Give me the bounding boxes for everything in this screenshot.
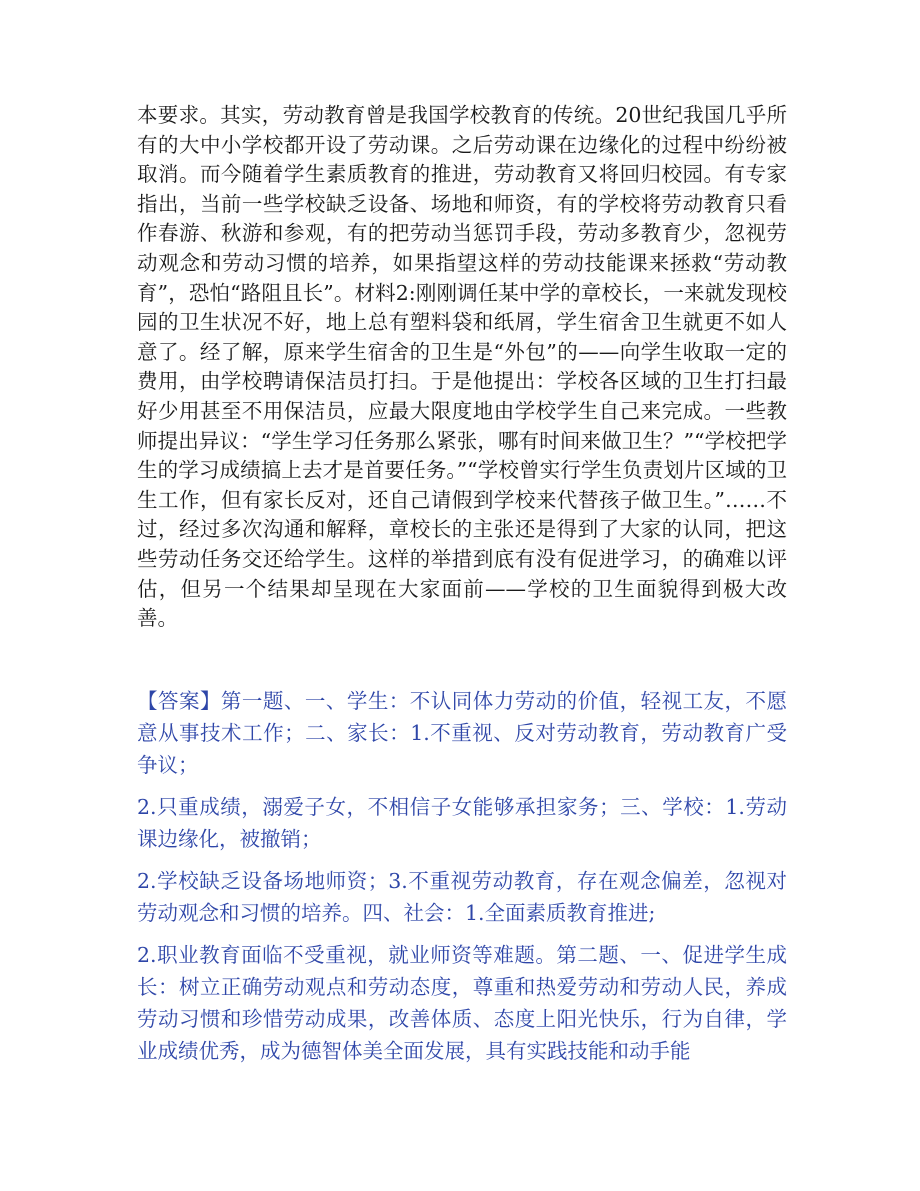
answer-paragraph: 2.只重成绩，溺爱子女，不相信子女能够承担家务；三、学校：1.劳动课边缘化，被撤销； bbox=[137, 795, 787, 851]
material-paragraph: 本要求。其实，劳动教育曾是我国学校教育的传统。20世纪我国几乎所有的大中小学校都开设了劳动课。之后劳动课在边缘化的过程中纷纷被取消。而今随着学生素质教育的推进，劳动教育又将回归校园。有专家指出，当前一些学校缺乏设备、场地和师资，有的学校将劳动教育只看作春游、秋游和参观，有的把劳动当惩罚手段，劳动多教育少，忽视劳动观念和劳动习惯的培养，如果指望这样的劳动技能课来拯救“劳动教育”，恐怕“路阻且长”。材料2:刚刚调任某中学的章校长，一来就发现校园的卫生状况不好，地上总有塑料袋和纸屑，学生宿舍卫生就更不如人意了。经了解，原来学生宿舍的卫生是“外包”的——向学生收取一定的费用，由学校聘请保洁员打扫。于是他提出：学校各区域的卫生打扫最好少用甚至不用保洁员，应最大限度地由学校学生自己来完成。一些教师提出异议：“学生学习任务那么紧张，哪有时间来做卫生？”“学校把学生的学习成绩搞上去才是首要任务。”“学校曾实行学生负责划片区域的卫生工作，但有家长反对，还自己请假到学校来代替孩子做卫生。”……不过，经过多次沟通和解释，章校长的主张还是得到了大家的认同，把这些劳动任务交还给学生。这样的举措到底有没有促进学习，的确难以评估，但另一个结果却呈现在大家面前——学校的卫生面貌得到极大改善。 bbox=[137, 103, 787, 631]
answer-paragraph: 【答案】第一题、一、学生：不认同体力劳动的价值，轻视工友，不愿意从事技术工作；二、家长：1.不重视、反对劳动教育，劳动教育广受争议； bbox=[137, 689, 787, 777]
answer-paragraph: 2.职业教育面临不受重视，就业师资等难题。第二题、一、促进学生成长：树立正确劳动观点和劳动态度，尊重和热爱劳动和劳动人民，养成劳动习惯和珍惜劳动成果，改善体质、态度上阳光快乐，行为自律，学业成绩优秀，成为德智体美全面发展，具有实践技能和动手能 bbox=[137, 943, 787, 1063]
answer-section bbox=[137, 685, 787, 1077]
answer-paragraph: 2.学校缺乏设备场地师资；3.不重视劳动教育，存在观念偏差，忽视对劳动观念和习惯的培养。四、社会：1.全面素质教育推进; bbox=[137, 869, 787, 925]
